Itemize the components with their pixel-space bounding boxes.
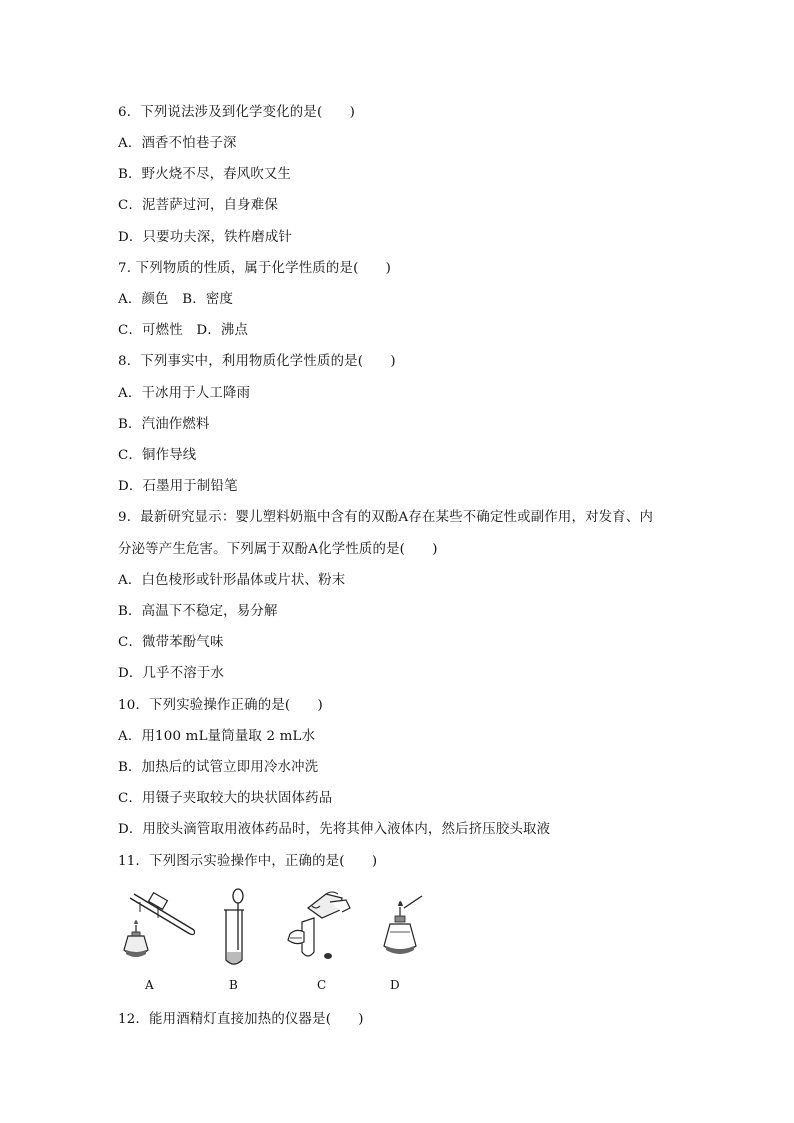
question-8-option-b: B．汽油作燃料	[118, 417, 210, 432]
figure-a-heating-test-tube-icon	[120, 888, 200, 968]
figure-c-pouring-reagent-icon	[282, 888, 358, 970]
question-10-option-d: D．用胶头滴管取用液体药品时，先将其伸入液体内，然后挤压胶头取液	[118, 822, 551, 837]
figure-label-c: C	[317, 978, 327, 992]
question-10-option-b: B．加热后的试管立即用冷水冲洗	[118, 760, 319, 775]
question-8-option-a: A．干冰用于人工降雨	[118, 386, 251, 401]
question-6-option-c: C．泥菩萨过河，自身难保	[118, 198, 278, 213]
question-7-options-ab: A．颜色 B．密度	[118, 292, 234, 307]
question-6-option-a: A．酒香不怕巷子深	[118, 136, 237, 151]
question-7-options-cd: C．可燃性 D．沸点	[118, 323, 249, 338]
question-11-stem: 11．下列图示实验操作中，正确的是( )	[118, 854, 378, 869]
question-9-option-a: A．白色棱形或针形晶体或片状、粉末	[118, 573, 346, 588]
question-6-option-b: B．野火烧不尽，春风吹又生	[118, 167, 292, 182]
question-9-option-d: D．几乎不溶于水	[118, 666, 225, 681]
question-9-option-c: C．微带苯酚气味	[118, 635, 224, 650]
figure-label-d: D	[390, 978, 400, 992]
question-7-stem: 7. 下列物质的性质，属于化学性质的是( )	[118, 261, 392, 276]
question-9-option-b: B．高温下不稳定，易分解	[118, 604, 278, 619]
question-6-option-d: D．只要功夫深，铁杵磨成针	[118, 230, 293, 245]
question-6-stem: 6．下列说法涉及到化学变化的是( )	[118, 105, 356, 120]
question-8-option-d: D．石墨用于制铅笔	[118, 479, 238, 494]
figure-d-alcohol-lamp-icon	[376, 888, 436, 970]
question-12-stem: 12．能用酒精灯直接加热的仪器是( )	[118, 1012, 364, 1027]
question-9-stem-line1: 9．最新研究显示：婴儿塑料奶瓶中含有的双酚A存在某些不确定性或副作用，对发育、内	[118, 510, 654, 525]
question-8-stem: 8．下列事实中，利用物质化学性质的是( )	[118, 354, 396, 369]
question-10-option-c: C．用镊子夹取较大的块状固体药品	[118, 791, 333, 806]
figure-b-dropper-in-tube-icon	[216, 888, 256, 970]
figure-label-a: A	[145, 978, 154, 992]
question-11-figures	[118, 888, 438, 998]
figure-label-b: B	[229, 978, 238, 992]
question-10-stem: 10．下列实验操作正确的是( )	[118, 698, 323, 713]
question-9-stem-line2: 分泌等产生危害。下列属于双酚A化学性质的是( )	[118, 542, 438, 557]
question-8-option-c: C．铜作导线	[118, 448, 197, 463]
question-10-option-a: A．用100 mL量筒量取 2 mL水	[118, 729, 316, 744]
